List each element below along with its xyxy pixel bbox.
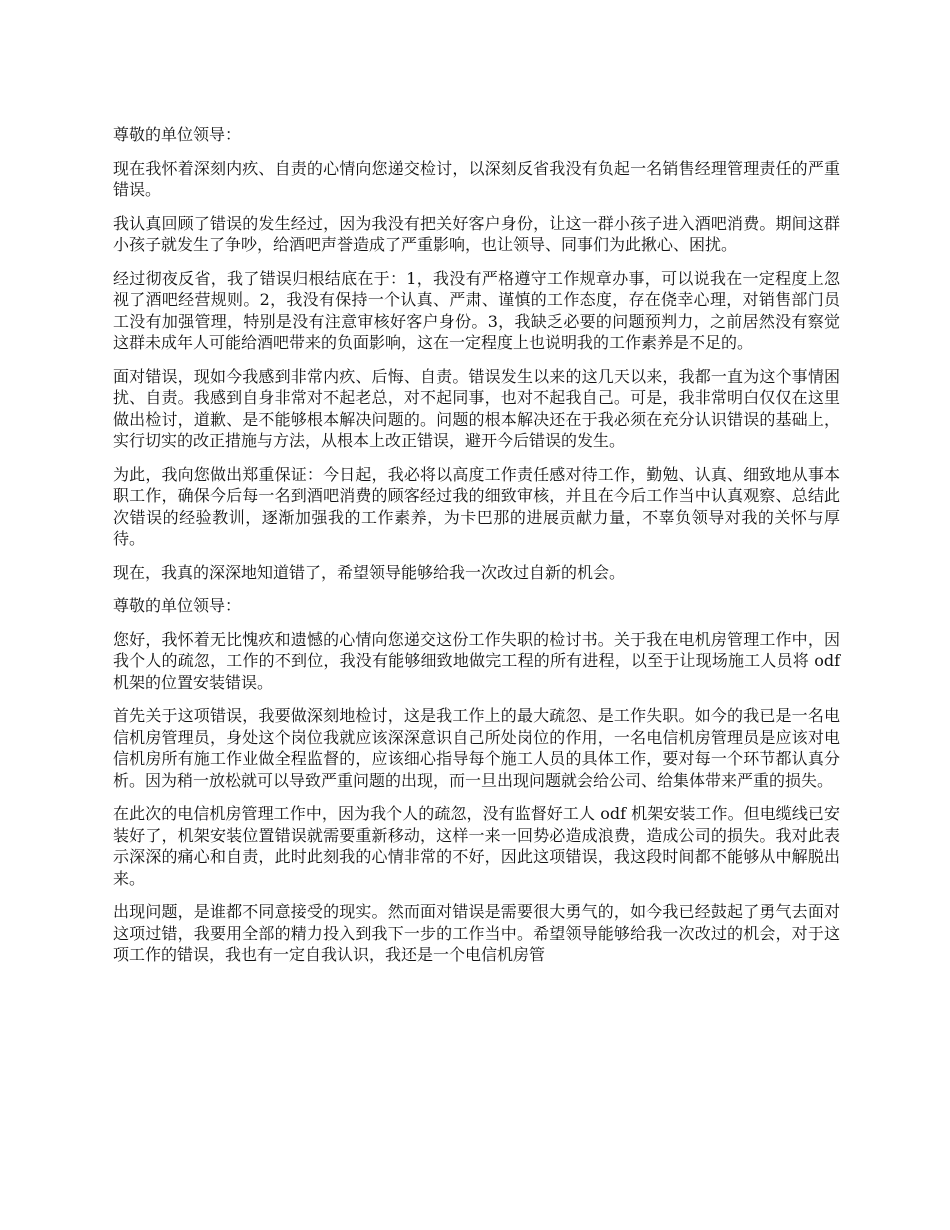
paragraph: 您好，我怀着无比愧疚和遗憾的心情向您递交这份工作失职的检讨书。关于我在电机房管理工作中，因我个人的疏忽，工作的不到位，我没有能够细致地做完工程的所有进程，以至于让现场施工人员将 odf 机架的位置安装错误。 bbox=[113, 629, 840, 692]
paragraph: 面对错误，现如今我感到非常内疚、后悔、自责。错误发生以来的这几天以来，我都一直为这个事情困扰、自责。我感到自身非常对不起老总，对不起同事，也对不起我自己。可是，我非常明白仅仅在这里做出检讨，道歉、是不能够根本解决问题的。问题的根本解决还在于我必须在充分认识错误的基础上，实行切实的改正措施与方法，从根本上改正错误，避开今后错误的发生。 bbox=[113, 366, 840, 450]
salutation: 尊敬的单位领导： bbox=[113, 596, 242, 615]
paragraph: 首先关于这项错误，我要做深刻地检讨，这是我工作上的最大疏忽、是工作失职。如今的我已是一名电信机房管理员，身处这个岗位我就应该深深意识自己所处岗位的作用，一名电信机房管理员是应该对电信机房所有施工作业做全程监督的，应该细心指导每个施工人员的具体工作，要对每一个环节都认真分析。因为稍一放松就可以导致严重问题的出现，而一旦出现问题就会给公司、给集体带来严重的损失。 bbox=[113, 706, 840, 790]
paragraph: 出现问题，是谁都不同意接受的现实。然而面对错误是需要很大勇气的，如今我已经鼓起了勇气去面对这项过错，我要用全部的精力投入到我下一步的工作当中。希望领导能够给我一次改过的机会，对于这项工作的错误，我也有一定自我认识，我还是一个电信机房管 bbox=[113, 902, 840, 964]
paragraph: 在此次的电信机房管理工作中，因为我个人的疏忽，没有监督好工人 odf 机架安装工作。但电缆线已安装好了，机架安装位置错误就需要重新移动，这样一来一回势必造成浪费，造成公司的损失。我对此表示深深的痛心和自责，此时此刻我的心情非常的不好，因此这项错误，我这段时间都不能够从中解脱出来。 bbox=[113, 804, 840, 888]
paragraph: 现在我怀着深刻内疚、自责的心情向您递交检讨，以深刻反省我没有负起一名销售经理管理责任的严重错误。 bbox=[113, 158, 840, 199]
paragraph: 我认真回顾了错误的发生经过，因为我没有把关好客户身份，让这一群小孩子进入酒吧消费。期间这群小孩子就发生了争吵，给酒吧声誉造成了严重影响，也让领导、同事们为此揪心、困扰。 bbox=[113, 213, 840, 254]
paragraph: 现在，我真的深深地知道错了，希望领导能够给我一次改过自新的机会。 bbox=[113, 562, 626, 582]
paragraph: 为此，我向您做出郑重保证：今日起，我必将以高度工作责任感对待工作，勤勉、认真、细致地从事本职工作，确保今后每一名到酒吧消费的顾客经过我的细致审核，并且在今后工作当中认真观察、总结此次错误的经验教训，逐渐加强我的工作素养，为卡巴那的进展贡献力量，不辜负领导对我的关怀与厚待。 bbox=[113, 464, 840, 548]
document-body bbox=[113, 124, 840, 978]
paragraph: 经过彻夜反省，我了错误归根结底在于：1，我没有严格遵守工作规章办事，可以说我在一定程度上忽视了酒吧经营规则。2，我没有保持一个认真、严肃、谨慎的工作态度，存在侥幸心理，对销售部门员工没有加强管理，特别是没有注意审核好客户身份。3，我缺乏必要的问题预判力，之前居然没有察觉这群未成年人可能给酒吧带来的负面影响，这在一定程度上也说明我的工作素养是不足的。 bbox=[113, 268, 840, 352]
salutation: 尊敬的单位领导： bbox=[113, 125, 242, 144]
